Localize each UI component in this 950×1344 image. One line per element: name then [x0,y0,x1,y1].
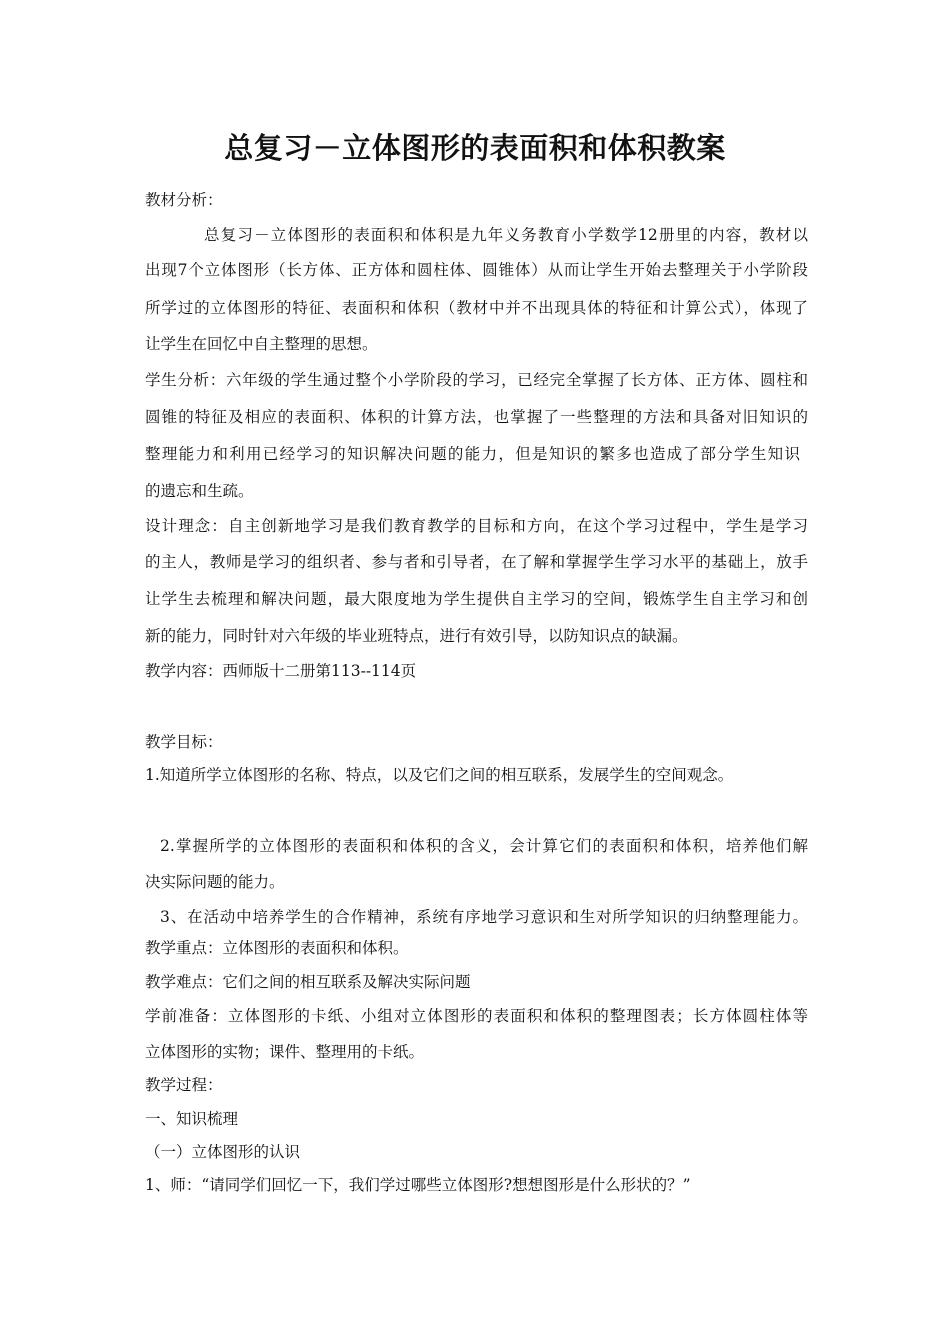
teacher-question-line: 1、师：“请同学们回忆一下，我们学过哪些立体图形?想想图形是什么形状的？” [145,1176,691,1194]
preparation-line: 学前准备：立体图形的卡纸、小组对立体图形的表面积和体积的整理图表；长方体圆柱体等 [145,1007,808,1025]
paragraph-line: 让学生去梳理和解决问题，最大限度地为学生提供自主学习的空间，锻炼学生自主学习和创 [145,590,808,608]
subheading-knowledge-review: 一、知识梳理 [145,1110,239,1128]
teaching-focus-line: 教学重点：立体图形的表面积和体积。 [145,939,409,957]
paragraph-line: 整理能力和利用已经学习的知识解决问题的能力，但是知识的繁多也造成了部分学生知识 [145,445,800,463]
paragraph-line: 圆锥的特征及相应的表面积、体积的计算方法，也掌握了一些整理的方法和具备对旧知识的 [145,408,808,426]
section-heading-material-analysis: 教材分析： [145,191,223,209]
paragraph-line: 新的能力，同时针对六年级的毕业班特点，进行有效引导，以防知识点的缺漏。 [145,627,688,645]
paragraph-line: 让学生在回忆中自主整理的思想。 [145,335,378,353]
section-heading-teaching-process: 教学过程： [145,1076,223,1094]
paragraph-line: 的主人，教师是学习的组织者、参与者和引导者，在了解和掌握学生学习水平的基础上，放手 [145,553,808,571]
teaching-content-line: 教学内容：西师版十二册第113--114页 [145,662,417,680]
paragraph-line: 立体图形的实物；课件、整理用的卡纸。 [145,1043,425,1061]
goal-item-1: 1.知道所学立体图形的名称、特点，以及它们之间的相互联系，发展学生的空间观念。 [145,766,734,784]
paragraph-line: 的遗忘和生疏。 [145,482,254,500]
paragraph-line: 出现7个立体图形（长方体、正方体和圆柱体、圆锥体）从而让学生开始去整理关于小学阶段 [145,261,808,279]
paragraph-line: 总复习－立体图形的表面积和体积是九年义务教育小学数学12册里的内容，教材以 [204,226,808,244]
goal-item-2: 2.掌握所学的立体图形的表面积和体积的含义，会计算它们的表面积和体积，培养他们解 [160,837,808,855]
paragraph-line: 所学过的立体图形的特征、表面积和体积（教材中并不出现具体的特征和计算公式），体现了 [145,299,808,317]
goal-item-3: 3、在活动中培养学生的合作精神，系统有序地学习意识和生对所学知识的归纳整理能力。 [160,908,808,926]
subheading-shape-recognition: （一）立体图形的认识 [145,1143,301,1161]
section-heading-teaching-goals: 教学目标： [145,733,223,751]
document-title: 总复习－立体图形的表面积和体积教案 [224,131,726,165]
paragraph-line-student-analysis: 学生分析：六年级的学生通过整个小学阶段的学习，已经完全掌握了长方体、正方体、圆柱和 [145,371,808,389]
paragraph-line-design-concept: 设计理念：自主创新地学习是我们教育教学的目标和方向，在这个学习过程中，学生是学习 [145,517,808,535]
paragraph-line: 决实际问题的能力。 [145,873,285,891]
teaching-difficulty-line: 教学难点：它们之间的相互联系及解决实际问题 [145,973,471,991]
